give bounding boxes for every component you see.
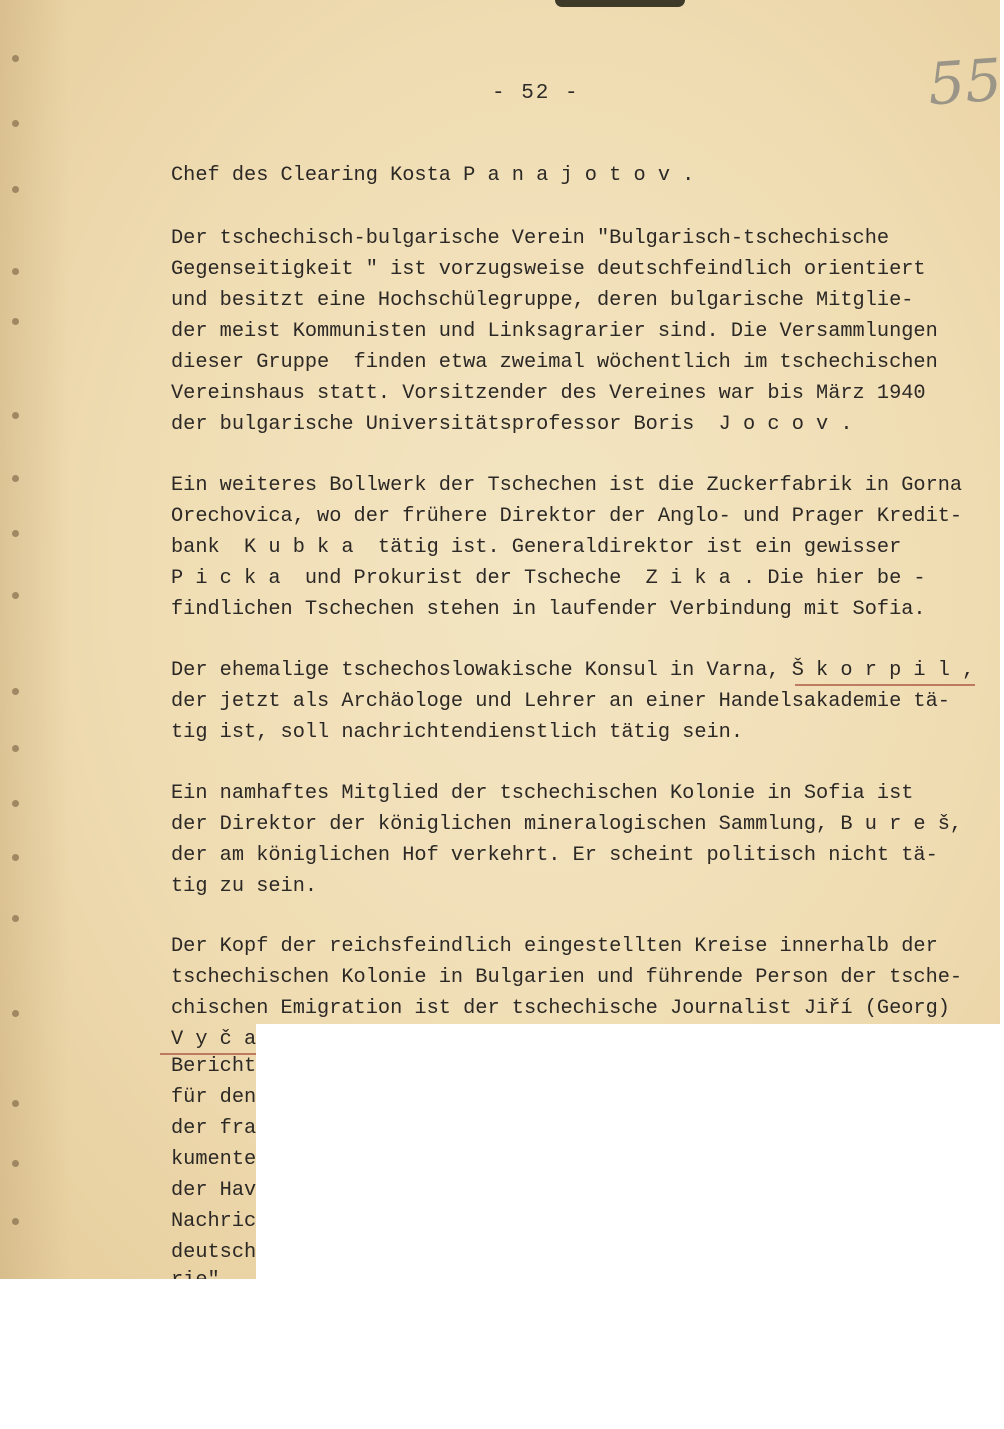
binding-hole — [12, 55, 19, 62]
text-line: dieser Gruppe finden etwa zweimal wöchentlich im tschechischen — [171, 351, 938, 374]
text-line: der Direktor der königlichen mineralogischen Sammlung, B u r e š, — [171, 813, 963, 836]
binding-hole — [12, 268, 19, 275]
binding-hole — [12, 186, 19, 193]
text-line: Orechovica, wo der frühere Direktor der Anglo- und Prager Kredit- — [171, 505, 963, 528]
text-line: Der ehemalige tschechoslowakische Konsul in Varna, Š k o r p i l , — [171, 659, 975, 682]
binding-hole — [12, 745, 19, 752]
text-line: findlichen Tschechen stehen in laufender Verbindung mit Sofia. — [171, 598, 926, 621]
binding-hole — [12, 530, 19, 537]
text-line: Ein namhaftes Mitglied der tschechischen Kolonie in Sofia ist — [171, 782, 914, 805]
binding-hole — [12, 1218, 19, 1225]
text-line: Ein weiteres Bollwerk der Tschechen ist die Zuckerfabrik in Gorna — [171, 474, 963, 497]
blank-margin — [0, 1279, 1000, 1429]
binding-hole — [12, 854, 19, 861]
text-line: kumente — [171, 1148, 257, 1171]
binding-hole — [12, 412, 19, 419]
text-line: der am königlichen Hof verkehrt. Er scheint politisch nicht tä- — [171, 844, 938, 867]
text-line: P i c k a und Prokurist der Tscheche Z i k a . Die hier be - — [171, 567, 926, 590]
text-line: Nachric — [171, 1210, 257, 1233]
text-line: chischen Emigration ist der tschechische Journalist Jiří (Georg) — [171, 997, 950, 1020]
text-line: tig ist, soll nachrichtendienstlich tätig sein. — [171, 721, 744, 744]
text-line: der jetzt als Archäologe und Lehrer an einer Handelsakademie tä- — [171, 690, 950, 713]
text-line: Gegenseitigkeit " ist vorzugsweise deutschfeindlich orientiert — [171, 258, 926, 281]
text-line: tig zu sein. — [171, 875, 318, 898]
binding-hole — [12, 592, 19, 599]
binding-hole — [12, 1100, 19, 1107]
top-edge-smudge — [555, 0, 685, 7]
binding-hole — [12, 1160, 19, 1167]
text-line: V y č a — [171, 1028, 257, 1051]
text-line: der meist Kommunisten und Linksagrarier sind. Die Versammlungen — [171, 320, 938, 343]
text-line: Chef des Clearing Kosta P a n a j o t o v . — [171, 164, 695, 187]
text-line: tschechischen Kolonie in Bulgarien und führende Person der tsche- — [171, 966, 963, 989]
text-line: bank K u b k a tätig ist. Generaldirektor ist ein gewisser — [171, 536, 902, 559]
text-line: der fra — [171, 1117, 257, 1140]
binding-hole — [12, 120, 19, 127]
text-line: Der tschechisch-bulgarische Verein "Bulgarisch-tschechische — [171, 227, 890, 250]
text-line: Der Kopf der reichsfeindlich eingestellten Kreise innerhalb der — [171, 935, 938, 958]
text-line: Vereinshaus statt. Vorsitzender des Vereines war bis März 1940 — [171, 382, 926, 405]
text-line: und besitzt eine Hochschülegruppe, deren bulgarische Mitglie- — [171, 289, 914, 312]
pencil-folio-mark: 55 — [925, 45, 1004, 119]
text-line: der Hav — [171, 1179, 257, 1202]
binding-hole — [12, 800, 19, 807]
binding-hole — [12, 1010, 19, 1017]
binding-hole — [12, 688, 19, 695]
text-line: für den — [171, 1086, 257, 1109]
binding-hole — [12, 915, 19, 922]
binding-hole — [12, 318, 19, 325]
text-line: der bulgarische Universitätsprofessor Boris J o c o v . — [171, 413, 853, 436]
page-number: - 52 - — [492, 82, 580, 105]
text-line: deutsch — [171, 1241, 257, 1264]
binding-hole — [12, 475, 19, 482]
text-line: Bericht — [171, 1055, 257, 1078]
